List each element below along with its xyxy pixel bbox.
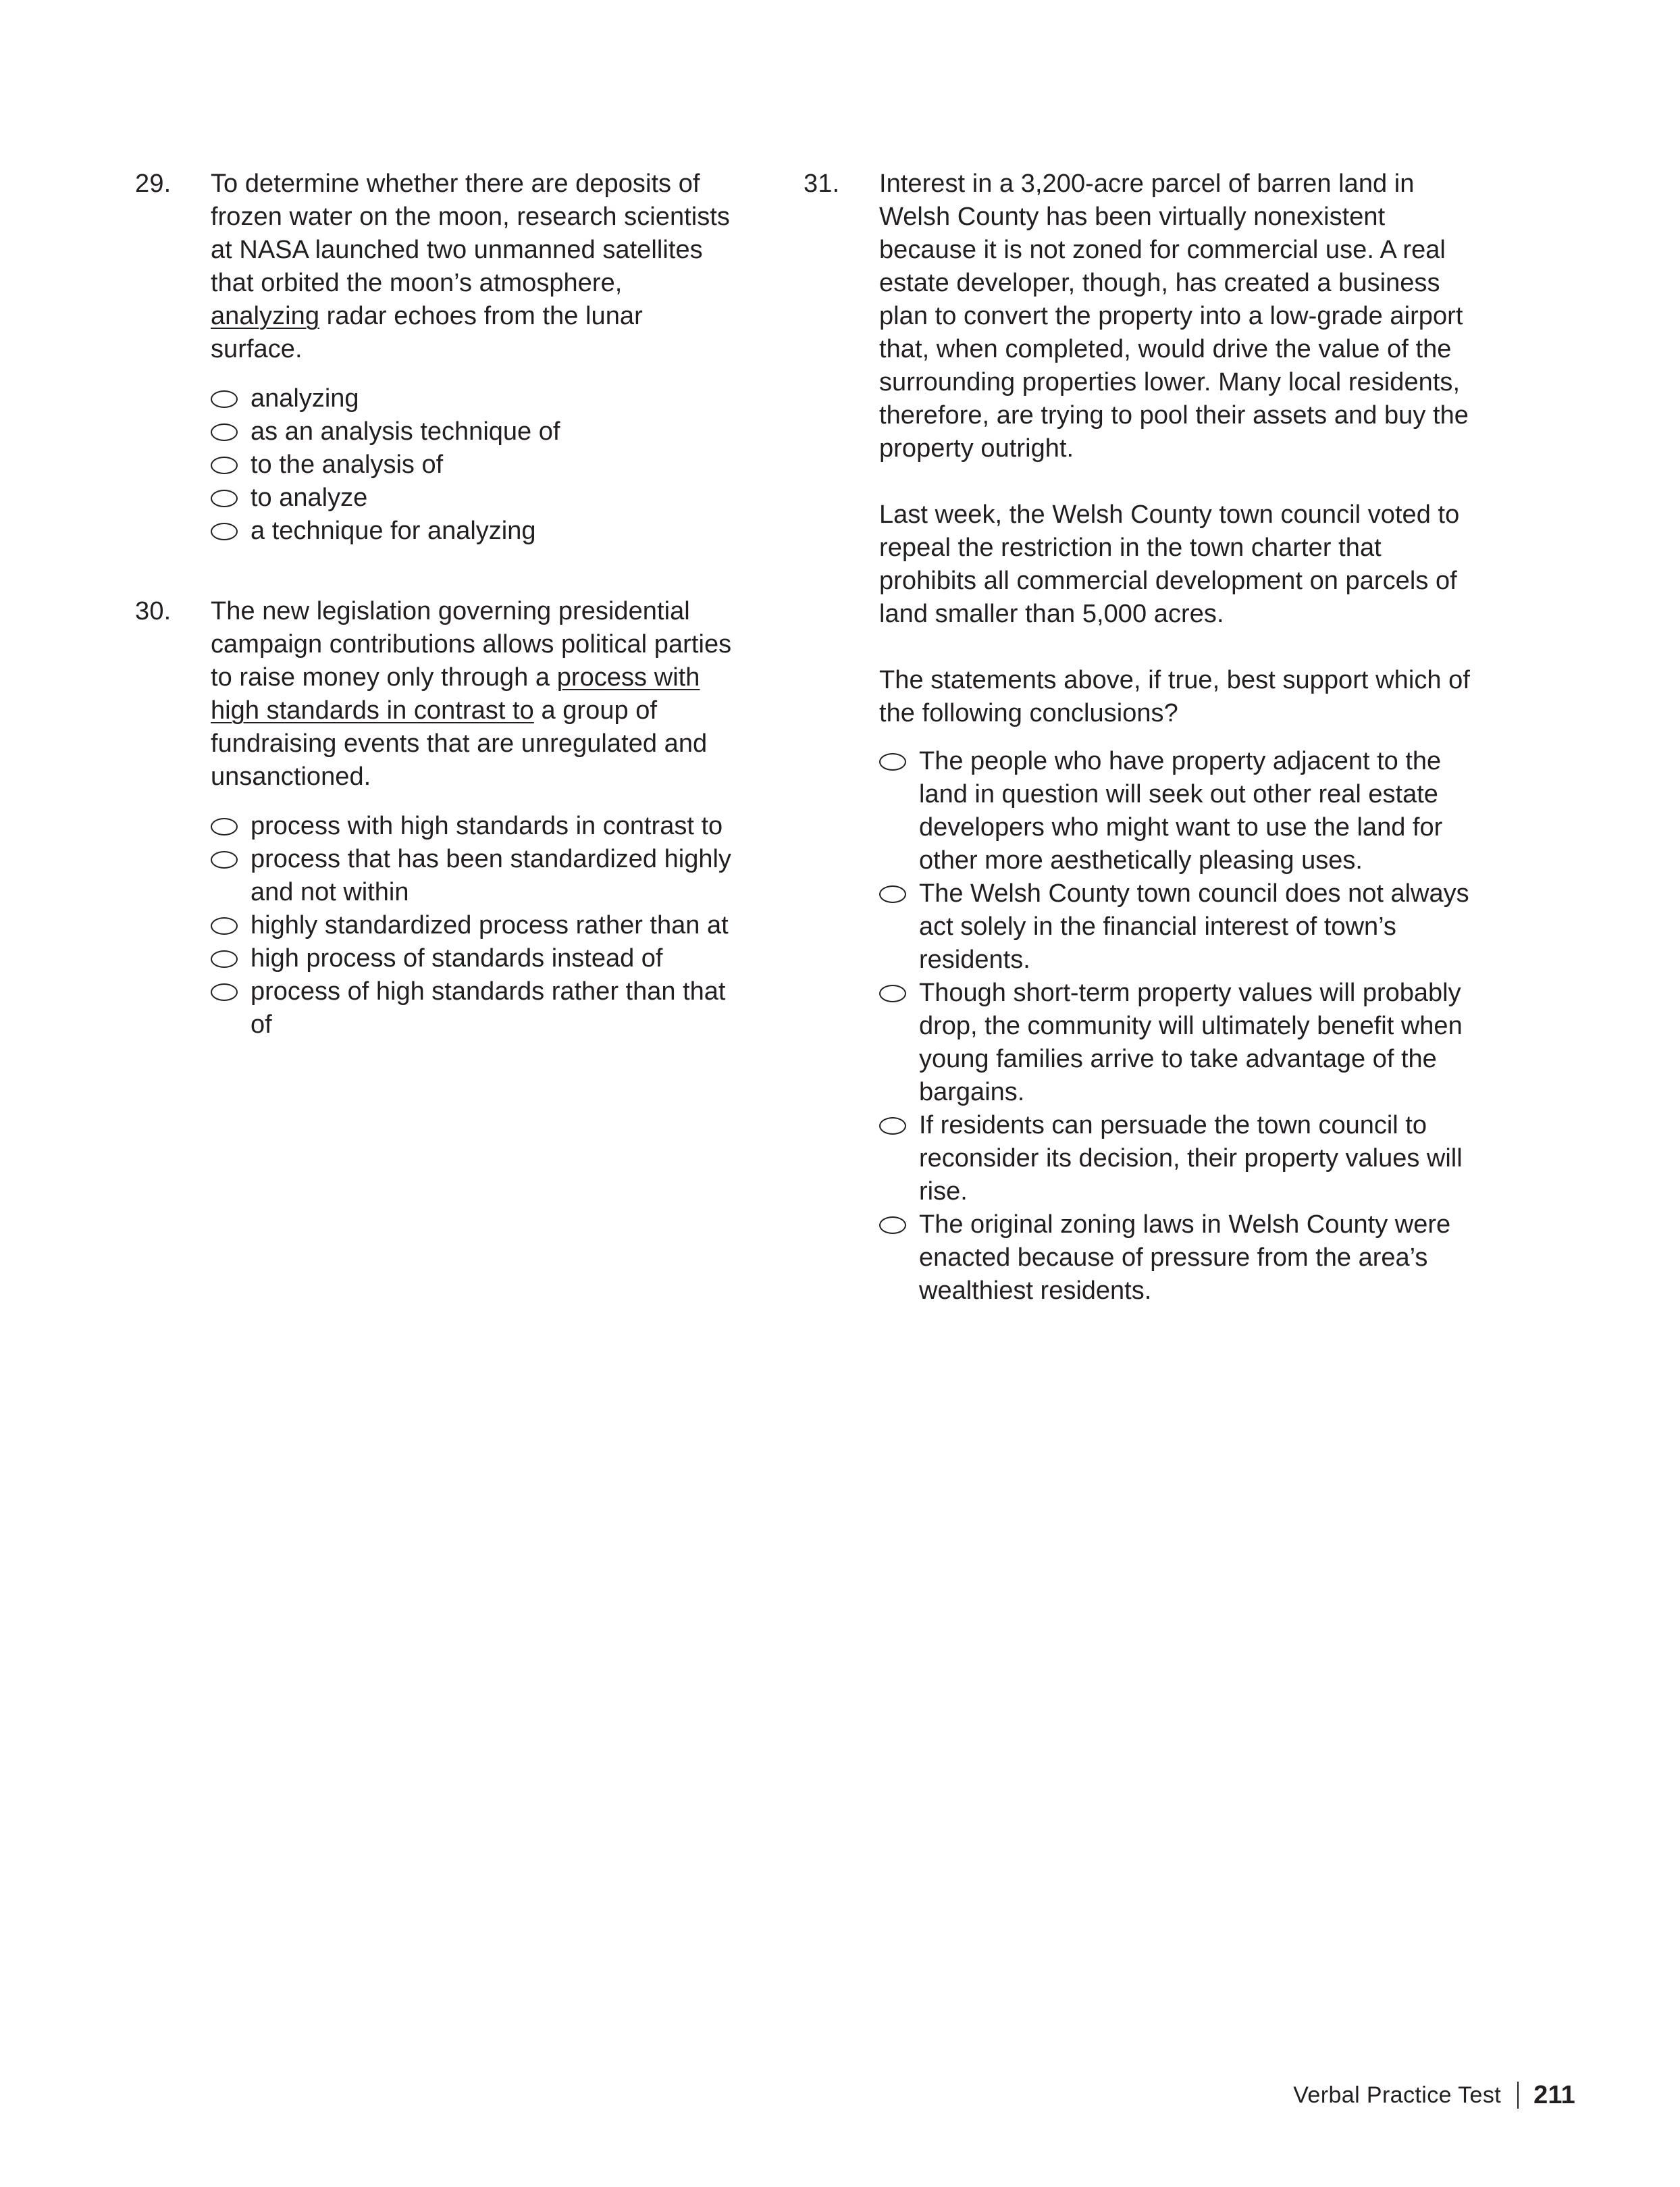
answer-bubble-icon[interactable]: [211, 851, 238, 869]
choice-label: The people who have property adjacent to the land in question will seek out other real estate developers who might want to use the land for other more aesthetically pleasing uses.: [919, 747, 1443, 875]
choice-label: to the analysis of: [251, 451, 444, 479]
choice-option[interactable]: [211, 843, 736, 909]
question-29-number: 29.: [135, 170, 172, 198]
choice-option[interactable]: [211, 942, 736, 975]
footer-section-title: Verbal Practice Test: [1293, 2082, 1502, 2108]
question-30-stem-underlined: process with high standards in contrast to: [211, 663, 700, 725]
answer-bubble-icon[interactable]: [211, 950, 238, 968]
answer-bubble-icon[interactable]: [211, 917, 238, 935]
answer-bubble-icon[interactable]: [211, 523, 238, 540]
question-29-stem-after: radar echoes from the lunar surface.: [211, 302, 643, 363]
choice-label: Though short-term property values will probably drop, the community will ultimately benefit when young families arrive to take advantage of the bargains.: [919, 979, 1463, 1106]
choice-option[interactable]: [879, 877, 1472, 977]
question-29-stem-before: To determine whether there are deposits of frozen water on the moon, research scientists at NASA launched two unmanned satellites that orbited the moon’s atmosphere,: [211, 170, 730, 297]
question-29-choices: [211, 382, 736, 548]
answer-bubble-icon[interactable]: [211, 490, 238, 507]
choice-label: analyzing: [251, 384, 359, 413]
question-31: [804, 168, 1472, 1308]
choice-label: to analyze: [251, 484, 368, 512]
question-29-stem: [211, 168, 736, 366]
choice-option[interactable]: [211, 909, 736, 942]
answer-bubble-icon[interactable]: [879, 1117, 906, 1135]
answer-bubble-icon[interactable]: [211, 390, 238, 408]
choice-label: a technique for analyzing: [251, 517, 536, 545]
choice-label: If residents can persuade the town council to reconsider its decision, their property values will rise.: [919, 1111, 1463, 1206]
question-31-paragraph-2: Last week, the Welsh County town council voted to repeal the restriction in the town charter that prohibits all commercial development on parcels of land smaller than 5,000 acres.: [879, 500, 1460, 628]
question-30: [135, 595, 736, 1041]
choice-option[interactable]: [211, 810, 736, 843]
choice-label: as an analysis technique of: [251, 417, 560, 446]
question-31-number: 31.: [804, 170, 840, 198]
question-30-stem: [211, 595, 736, 794]
question-30-choices: [211, 810, 736, 1041]
choice-label: The original zoning laws in Welsh County were enacted because of pressure from the area’s wealthiest residents.: [919, 1210, 1451, 1305]
choice-label: process that has been standardized highly and not within: [251, 845, 731, 906]
left-column: [0, 168, 736, 1041]
choice-option[interactable]: [879, 1208, 1472, 1308]
answer-bubble-icon[interactable]: [211, 818, 238, 835]
question-30-body: [211, 595, 736, 1041]
answer-bubble-icon[interactable]: [879, 885, 906, 903]
right-column: [736, 168, 1472, 1308]
choice-option[interactable]: [879, 1109, 1472, 1208]
choice-option[interactable]: [879, 745, 1472, 877]
question-spacer: [135, 548, 736, 595]
page-footer: [0, 2082, 1680, 2109]
choice-option[interactable]: [211, 415, 736, 448]
choice-label: process of high standards rather than that of: [251, 977, 726, 1039]
question-30-number: 30.: [135, 597, 172, 625]
question-31-prompt: The statements above, if true, best support which of the following conclusions?: [879, 666, 1470, 727]
two-column-layout: [0, 168, 1680, 1308]
answer-bubble-icon[interactable]: [879, 985, 906, 1002]
choice-option[interactable]: [211, 515, 736, 548]
question-31-paragraph-1: Interest in a 3,200-acre parcel of barren land in Welsh County has been virtually nonexistent because it is not zoned for commercial use. A real estate developer, though, has created a business plan to convert the property into a low-grade airport that, when completed, would drive the value of the surrounding properties lower. Many local residents, therefore, are trying to pool their assets and buy the property outright.: [879, 170, 1469, 463]
choice-option[interactable]: [879, 977, 1472, 1109]
answer-bubble-icon[interactable]: [211, 983, 238, 1001]
choice-label: high process of standards instead of: [251, 944, 663, 973]
choice-option[interactable]: [211, 975, 736, 1041]
choice-label: The Welsh County town council does not always act solely in the financial interest of town’s residents.: [919, 879, 1469, 974]
choice-option[interactable]: [211, 448, 736, 482]
answer-bubble-icon[interactable]: [211, 457, 238, 474]
choice-option[interactable]: [211, 482, 736, 515]
question-30-stem-after: a group of fundraising events that are unregulated and unsanctioned.: [211, 696, 708, 791]
answer-bubble-icon[interactable]: [879, 753, 906, 771]
footer-divider: [1517, 2082, 1519, 2109]
answer-bubble-icon[interactable]: [211, 423, 238, 441]
page-number: 211: [1533, 2081, 1575, 2109]
question-29: [135, 168, 736, 548]
question-31-body: [879, 168, 1472, 1308]
question-30-stem-before: The new legislation governing presidential campaign contributions allows political parties to raise money only through a: [211, 597, 732, 692]
choice-label: process with high standards in contrast to: [251, 812, 723, 840]
question-29-body: [211, 168, 736, 548]
question-29-stem-underlined: analyzing: [211, 302, 320, 330]
answer-bubble-icon[interactable]: [879, 1216, 906, 1234]
question-31-choices: [879, 745, 1472, 1308]
choice-option[interactable]: [211, 382, 736, 415]
choice-label: highly standardized process rather than at: [251, 911, 729, 940]
